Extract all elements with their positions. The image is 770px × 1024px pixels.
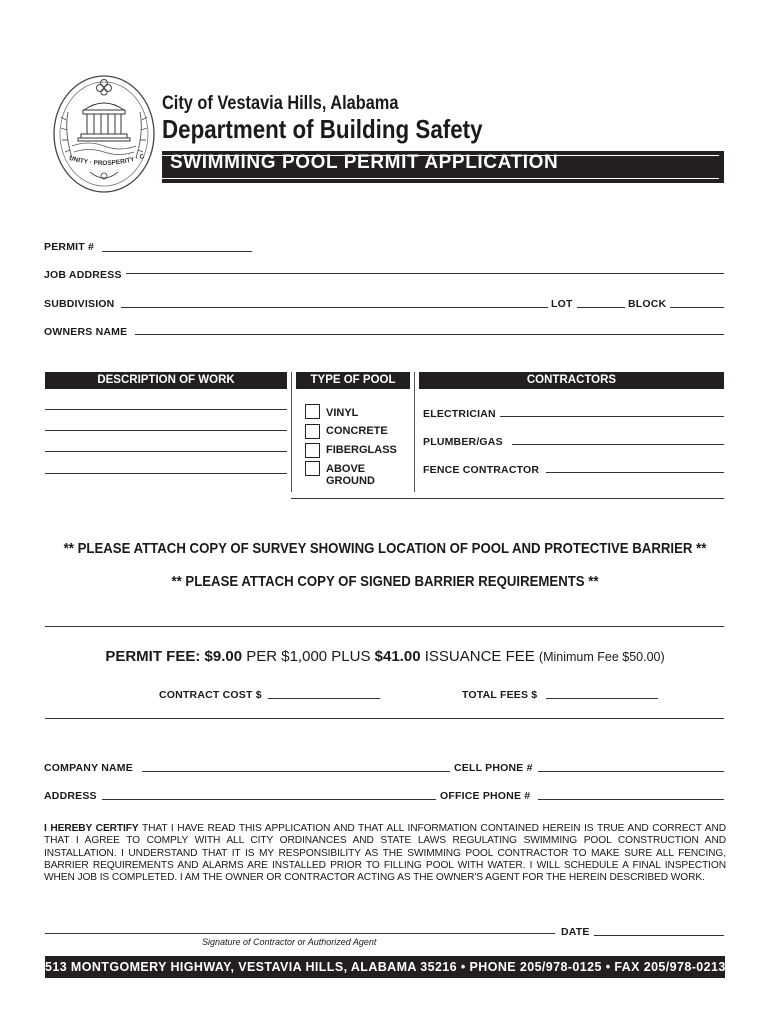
block-field[interactable] bbox=[670, 307, 724, 308]
certification-statement bbox=[44, 823, 726, 884]
block-label: BLOCK bbox=[628, 298, 667, 310]
electrician-field[interactable] bbox=[500, 416, 724, 417]
city-seal bbox=[50, 72, 158, 196]
fee-issuance-label: ISSUANCE FEE bbox=[424, 648, 535, 665]
contract-cost-field[interactable] bbox=[268, 698, 380, 699]
company-name-field[interactable] bbox=[142, 771, 450, 772]
electrician-label: ELECTRICIAN bbox=[423, 408, 496, 420]
permit-field[interactable] bbox=[102, 251, 252, 252]
date-label: DATE bbox=[561, 926, 590, 938]
signature-field[interactable] bbox=[45, 933, 555, 934]
certify-body: THAT I HAVE READ THIS APPLICATION AND THAT ALL INFORMATION CONTAINED HEREIN IS TRUE AND CORRECT AND THAT I AGREE TO COMPLY WITH ALL CITY ORDINANCES AND STATE LAWS REGULATING SWIMMING POOL CONSTRUCTION AND INSTALLATION. I UNDERSTAND THAT IT IS MY RESPONSIBILITY AS THE SWIMMING POOL CONTRACTOR TO MAKE SURE ALL FENCING, BARRIER REQUIREMENTS AND ALARMS ARE INSTALLED PRIOR TO FILLING POOL WITH WATER. I WILL SCHEDULE A FINAL INSPECTION WHEN JOB IS COMPLETED. I AM THE OWNER OR CONTRACTOR ACTING AS THE OWNER'S AGENT FOR THE HEREIN DESCRIBED WORK. bbox=[44, 823, 726, 884]
seal-motto: UNITY · PROSPERITY · C bbox=[68, 152, 146, 168]
subdivision-field[interactable] bbox=[121, 307, 548, 308]
certify-lead: I HEREBY CERTIFY bbox=[44, 823, 139, 834]
cell-phone-field[interactable] bbox=[538, 771, 724, 772]
plumber-label: PLUMBER/GAS bbox=[423, 436, 503, 448]
cell-phone-label: CELL PHONE # bbox=[454, 762, 533, 774]
description-header: DESCRIPTION OF WORK bbox=[45, 372, 287, 389]
contractors-header: CONTRACTORS bbox=[419, 372, 724, 389]
job-address-label: JOB ADDRESS bbox=[44, 269, 122, 281]
section-bottom-rule bbox=[291, 498, 724, 499]
total-fees-label: TOTAL FEES $ bbox=[462, 689, 538, 701]
form-title: SWIMMING POOL PERMIT APPLICATION bbox=[170, 152, 559, 173]
lot-field[interactable] bbox=[577, 307, 625, 308]
concrete-label: CONCRETE bbox=[326, 425, 388, 437]
description-line[interactable] bbox=[45, 473, 287, 474]
department-name: Department of Building Safety bbox=[162, 114, 483, 144]
permit-label: PERMIT # bbox=[44, 241, 95, 253]
permit-fee-line bbox=[0, 648, 770, 665]
owners-name-field[interactable] bbox=[135, 334, 724, 335]
survey-notice: ** PLEASE ATTACH COPY OF SURVEY SHOWING LOCATION OF POOL AND PROTECTIVE BARRIER ** bbox=[63, 540, 707, 557]
fee-issuance: $41.00 bbox=[374, 648, 421, 665]
total-fees-field[interactable] bbox=[546, 698, 658, 699]
lot-label: LOT bbox=[551, 298, 573, 310]
address-field[interactable] bbox=[102, 799, 436, 800]
divider bbox=[45, 718, 724, 719]
footer-address-bar: 513 MONTGOMERY HIGHWAY, VESTAVIA HILLS, ALABAMA 35216 • PHONE 205/978-0125 • FAX 205/978-0213 bbox=[45, 956, 725, 978]
fee-minimum: (Minimum Fee $50.00) bbox=[538, 650, 665, 664]
fence-contractor-label: FENCE CONTRACTOR bbox=[423, 464, 540, 476]
city-name: City of Vestavia Hills, Alabama bbox=[162, 93, 399, 114]
above-ground-label: ABOVE GROUND bbox=[326, 463, 375, 487]
divider bbox=[45, 626, 724, 627]
office-phone-label: OFFICE PHONE # bbox=[440, 790, 531, 802]
section-divider bbox=[291, 372, 292, 492]
plumber-field[interactable] bbox=[512, 444, 724, 445]
above-ground-checkbox[interactable] bbox=[305, 461, 320, 476]
description-line[interactable] bbox=[45, 451, 287, 452]
office-phone-field[interactable] bbox=[538, 799, 724, 800]
owners-name-label: OWNERS NAME bbox=[44, 326, 128, 338]
address-label: ADDRESS bbox=[44, 790, 97, 802]
subdivision-label: SUBDIVISION bbox=[44, 298, 115, 310]
type-of-pool-header: TYPE OF POOL bbox=[296, 372, 410, 389]
date-field[interactable] bbox=[594, 935, 724, 936]
form-title-bar bbox=[162, 151, 724, 183]
company-name-label: COMPANY NAME bbox=[44, 762, 133, 774]
fiberglass-checkbox[interactable] bbox=[305, 443, 320, 458]
vinyl-label: VINYL bbox=[326, 407, 359, 419]
barrier-notice: ** PLEASE ATTACH COPY OF SIGNED BARRIER REQUIREMENTS ** bbox=[171, 573, 599, 590]
vinyl-checkbox[interactable] bbox=[305, 404, 320, 419]
concrete-checkbox[interactable] bbox=[305, 424, 320, 439]
signature-caption: Signature of Contractor or Authorized Agent bbox=[202, 937, 377, 947]
job-address-field[interactable] bbox=[126, 273, 724, 274]
section-divider bbox=[414, 372, 415, 492]
fiberglass-label: FIBERGLASS bbox=[326, 444, 397, 456]
fence-contractor-field[interactable] bbox=[546, 472, 724, 473]
fee-rate: $9.00 bbox=[204, 648, 243, 665]
fee-label: PERMIT FEE: bbox=[105, 648, 201, 665]
contract-cost-label: CONTRACT COST $ bbox=[159, 689, 262, 701]
fee-per: PER $1,000 PLUS bbox=[246, 648, 371, 665]
description-line[interactable] bbox=[45, 430, 287, 431]
description-line[interactable] bbox=[45, 409, 287, 410]
